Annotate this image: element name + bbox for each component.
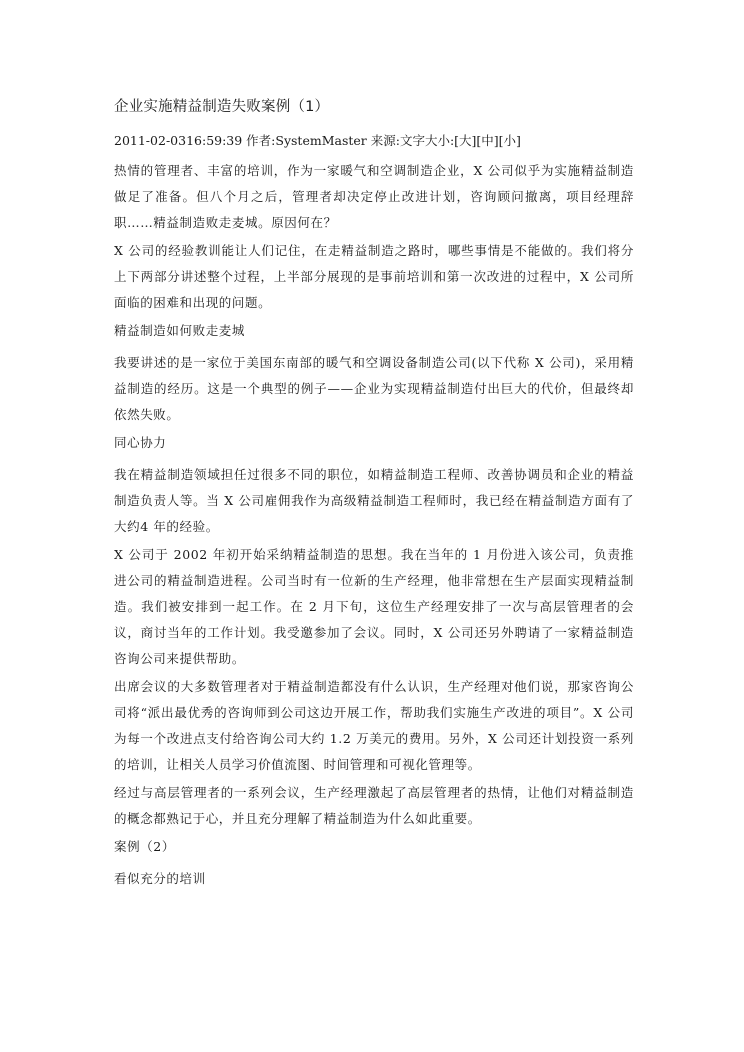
paragraph-story: 我要讲述的是一家位于美国东南部的暖气和空调设备制造公司(以下代称 X 公司)，采用精益制造的经历。这是一个典型的例子——企业为实现精益制造付出巨大的代价，但最终却依然失败。: [114, 355, 634, 422]
paragraph-lessons: X 公司的经验教训能让人们记住，在走精益制造之路时，哪些事情是不能做的。我们将分上下两部分讲述整个过程，上半部分展现的是事前培训和第一次改进的过程中，X 公司所面临的困难和出现的问题。: [114, 243, 634, 310]
section-heading-teamwork: 同心协力: [114, 435, 167, 450]
section-heading-failure: 精益制造如何败走麦城: [114, 323, 246, 338]
paragraph-adoption: X 公司于 2002 年初开始采纳精益制造的思想。我在当年的 1 月份进入该公司，负责推进公司的精益制造进程。公司当时有一位新的生产经理，他非常想在生产层面实现精益制造。我们被安排到一起工作。在 2 月下旬，这位生产经理安排了一次与高层管理者的会议，商讨当年的工作计划。我受邀参加了会议。同时，X 公司还另外聘请了一家精益制造咨询公司来提供帮助。: [114, 547, 634, 666]
paragraph-intro: 热情的管理者、丰富的培训，作为一家暖气和空调制造企业，X 公司似乎为实施精益制造做足了准备。但八个月之后，管理者却决定停止改进计划，咨询顾问撤离，项目经理辞职……精益制造败走麦城。原因何在？: [114, 163, 634, 230]
paragraph-enthusiasm: 经过与高层管理者的一系列会议，生产经理激起了高层管理者的热情，让他们对精益制造的概念都熟记于心，并且充分理解了精益制造为什么如此重要。: [114, 785, 634, 826]
paragraph-experience: 我在精益制造领域担任过很多不同的职位，如精益制造工程师、改善协调员和企业的精益制造负责人等。当 X 公司雇佣我作为高级精益制造工程师时，我已经在精益制造方面有了大约4 年的经验。: [114, 467, 634, 534]
article-title: 企业实施精益制造失败案例（1）: [114, 99, 330, 115]
article-meta: 2011-02-0316:59:39 作者:SystemMaster 来源:文字大小:[大][中][小]: [114, 133, 521, 148]
paragraph-meeting: 出席会议的大多数管理者对于精益制造都没有什么认识，生产经理对他们说，那家咨询公司将“派出最优秀的咨询师到公司这边开展工作，帮助我们实施生产改进的项目”。X 公司为每一个改进点支付给咨询公司大约 1.2 万美元的费用。另外，X 公司还计划投资一系列的培训，让相关人员学习价值流图、时间管理和可视化管理等。: [114, 679, 634, 772]
document-body: [114, 96, 634, 898]
section-heading-case-2: 案例（2）: [114, 839, 175, 854]
section-heading-training: 看似充分的培训: [114, 871, 206, 886]
